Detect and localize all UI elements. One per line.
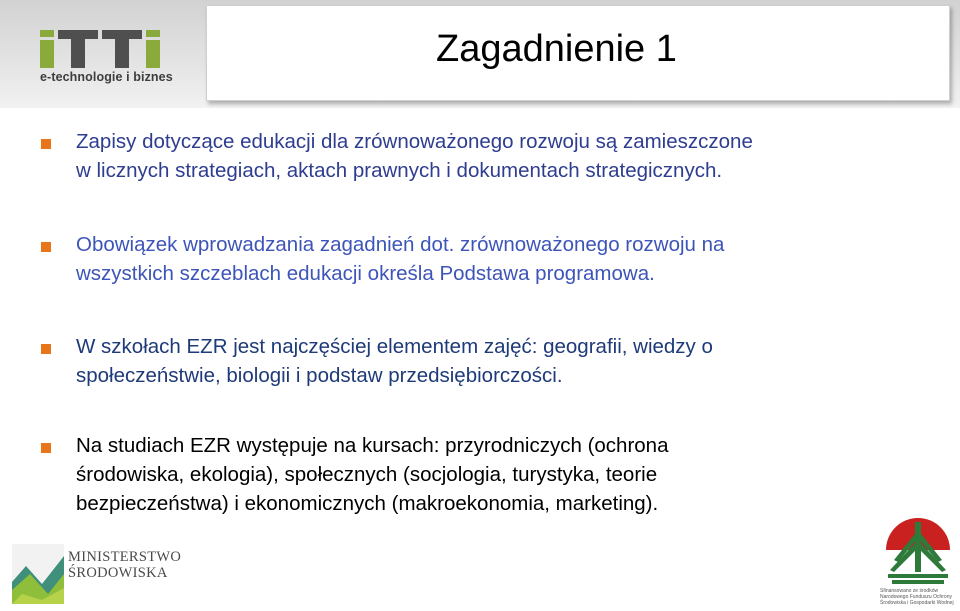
bullet-text: W szkołach EZR jest najczęściej elementem zajęć: geografii, wiedzy o społeczeństwie, biologii i podstaw przedsiębiorczości. (76, 335, 713, 387)
ministry-line-2: ŚRODOWISKA (68, 565, 168, 581)
bullet-text: Na studiach EZR występuje na kursach: przyrodniczych (ochrona środowiska, ekologia), społecznych (socjologia, turystyka, teorie bezpieczeństwa) i ekonomicznych (makroekonomia, marketing). (76, 434, 669, 515)
fund-emblem-icon (880, 516, 956, 588)
ministry-name (68, 549, 181, 581)
ministry-logo (12, 544, 182, 606)
itti-tagline: e-technologie i biznes (40, 70, 173, 84)
fund-logo (880, 516, 956, 610)
ministry-emblem-icon (12, 544, 64, 604)
square-bullet-icon (41, 242, 51, 252)
square-bullet-icon (41, 139, 51, 149)
bullet-text: Obowiązek wprowadzania zagadnień dot. zrównoważonego rozwoju na wszystkich szczeblach edukacji określa Podstawa programowa. (76, 233, 725, 285)
slide-title: Zagadnienie 1 (436, 28, 677, 70)
fund-caption: Sfinansowano ze środków Narodowego Funduszu Ochrony Środowiska i Gospodarki Wodnej (880, 588, 954, 606)
itti-logo (38, 28, 168, 94)
bullet-text: Zapisy dotyczące edukacji dla zrównoważonego rozwoju są zamieszczone w licznych strategiach, aktach prawnych i dokumentach strategicznych. (76, 130, 753, 182)
itti-logo-mark (38, 28, 168, 72)
ministry-line-1: MINISTERSTWO (68, 549, 182, 565)
square-bullet-icon (41, 443, 51, 453)
square-bullet-icon (41, 344, 51, 354)
